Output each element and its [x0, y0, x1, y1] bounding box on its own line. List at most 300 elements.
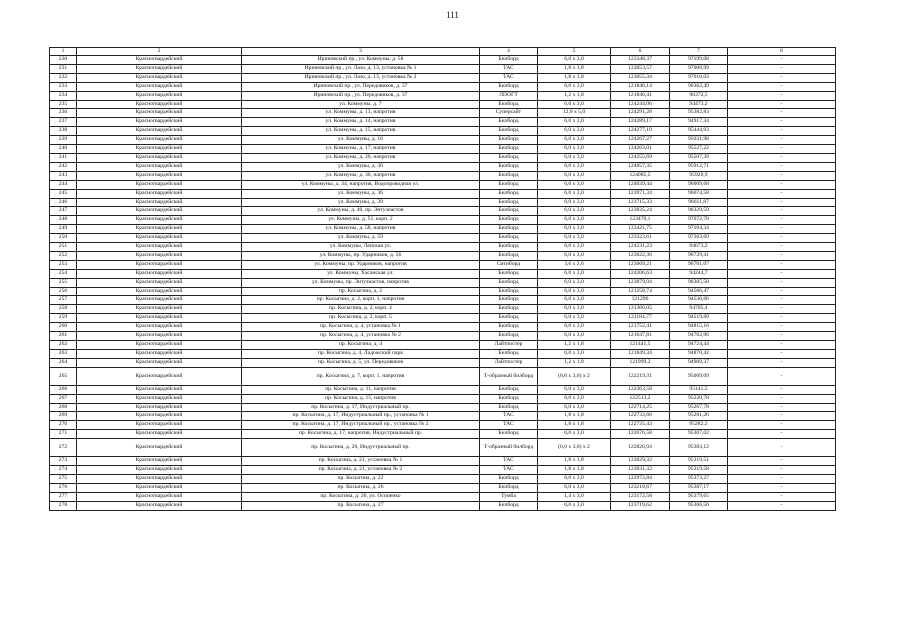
address-cell: ул. Коммуны, д. 17, напротив	[242, 145, 480, 154]
note-cell: -	[728, 492, 836, 501]
district-cell: Красногвардейский	[77, 207, 242, 216]
column-header: 4	[480, 48, 538, 56]
note-cell: -	[728, 207, 836, 216]
coord-y-cell: 95307,02	[670, 430, 728, 439]
size-cell: 6,0 x 3,0	[538, 82, 611, 91]
row-number-cell: 253	[50, 260, 77, 269]
coord-x-cell: 124039,44	[611, 180, 670, 189]
coord-x-cell: 122972,84	[611, 474, 670, 483]
coord-x-cell: 123218,67	[611, 483, 670, 492]
note-cell: -	[728, 385, 836, 394]
coord-y-cell: 96329,59	[670, 207, 728, 216]
note-cell: -	[728, 260, 836, 269]
table-row	[50, 162, 836, 171]
district-cell: Красногвардейский	[77, 341, 242, 350]
coord-x-cell: 121846,14	[611, 82, 670, 91]
coord-y-cell: 95373,27	[670, 474, 728, 483]
note-cell: -	[728, 109, 836, 118]
row-number-cell: 232	[50, 73, 77, 82]
coord-x-cell: 122733,66	[611, 412, 670, 421]
table-row	[50, 216, 836, 225]
coord-x-cell: 121849,34	[611, 349, 670, 358]
coord-y-cell: 97008,99	[670, 64, 728, 73]
address-cell: пр. Косыгина, д. 2, корп. 1, напротив	[242, 296, 480, 305]
district-cell: Красногвардейский	[77, 162, 242, 171]
row-number-cell: 242	[50, 162, 77, 171]
note-cell: -	[728, 162, 836, 171]
note-cell: -	[728, 394, 836, 403]
coord-y-cell: 95366,56	[670, 501, 728, 510]
row-number-cell: 252	[50, 251, 77, 260]
table-row	[50, 251, 836, 260]
size-cell: 6,0 x 3,0	[538, 216, 611, 225]
size-cell: 12,0 x 5,0	[538, 109, 611, 118]
structure-type-cell: Тумба	[480, 492, 538, 501]
note-cell: -	[728, 323, 836, 332]
coord-x-cell: 123031,32	[611, 466, 670, 475]
table-row	[50, 457, 836, 466]
table-row	[50, 91, 836, 100]
coord-x-cell: 121752,41	[611, 323, 670, 332]
structure-type-cell: Суперсайт	[480, 109, 538, 118]
size-cell: 1,8 x 1,8	[538, 412, 611, 421]
coord-x-cell: 123719,62	[611, 501, 670, 510]
coord-y-cell: 94870,42	[670, 349, 728, 358]
district-cell: Красногвардейский	[77, 82, 242, 91]
structure-type-cell: Билборд	[480, 430, 538, 439]
note-cell: -	[728, 251, 836, 260]
coord-x-cell: 122219,31	[611, 367, 670, 385]
coord-y-cell: 95920,9	[670, 171, 728, 180]
size-cell: 6,0 x 3,0	[538, 243, 611, 252]
address-cell: Ириновский пр., ул. Передовиков, д. 37	[242, 82, 480, 91]
row-number-cell: 272	[50, 439, 77, 457]
note-cell: -	[728, 127, 836, 136]
size-cell: 6,0 x 3,0	[538, 483, 611, 492]
address-cell: пр. Косыгина, д. 15, напротив	[242, 394, 480, 403]
size-cell: (6,0 x 3,0) x 2	[538, 439, 611, 457]
table-body	[50, 56, 836, 511]
address-cell: пр. Косыгина, д. 4, Ладожский парк	[242, 349, 480, 358]
coord-x-cell: 123348,37	[611, 56, 670, 65]
table-row	[50, 153, 836, 162]
structure-type-cell: Билборд	[480, 332, 538, 341]
structure-type-cell: Билборд	[480, 474, 538, 483]
structure-type-cell: Билборд	[480, 269, 538, 278]
structure-type-cell: Билборд	[480, 82, 538, 91]
coord-y-cell: 95282,2	[670, 421, 728, 430]
coord-y-cell: 96729,41	[670, 251, 728, 260]
coord-x-cell: 122363,58	[611, 385, 670, 394]
coord-x-cell: 121999,2	[611, 358, 670, 367]
table-row	[50, 198, 836, 207]
note-cell: -	[728, 91, 836, 100]
district-cell: Красногвардейский	[77, 171, 242, 180]
coord-x-cell: 121846,41	[611, 91, 670, 100]
coord-y-cell: 94909,37	[670, 358, 728, 367]
table-row	[50, 314, 836, 323]
structure-type-cell: Билборд	[480, 207, 538, 216]
coord-y-cell: 95267,78	[670, 403, 728, 412]
table-row	[50, 474, 836, 483]
size-cell: (6,0 x 3,0) x 2	[538, 367, 611, 385]
address-cell: пр. Косыгина, д. 17, Индустриальный пр., установка № 2	[242, 421, 480, 430]
row-number-cell: 247	[50, 207, 77, 216]
row-number-cell: 238	[50, 127, 77, 136]
coord-y-cell: 97164,34	[670, 225, 728, 234]
district-cell: Красногвардейский	[77, 501, 242, 510]
address-cell: пр. Косыгина, д. 17, Индустриальный пр., установка № 1	[242, 412, 480, 421]
table-row	[50, 466, 836, 475]
table-row	[50, 189, 836, 198]
row-number-cell: 259	[50, 314, 77, 323]
district-cell: Красногвардейский	[77, 251, 242, 260]
district-cell: Красногвардейский	[77, 64, 242, 73]
coord-y-cell: 95527,22	[670, 145, 728, 154]
row-number-cell: 273	[50, 457, 77, 466]
note-cell: -	[728, 421, 836, 430]
address-cell: ул. Коммуны, д. 39	[242, 198, 480, 207]
table-row	[50, 341, 836, 350]
note-cell: -	[728, 234, 836, 243]
structure-type-cell: Билборд	[480, 314, 538, 323]
district-cell: Красногвардейский	[77, 367, 242, 385]
address-cell: пр. Косыгина, д. 17, напротив, Индустриальный пр.	[242, 430, 480, 439]
size-cell: 6,0 x 3,0	[538, 305, 611, 314]
table-row	[50, 136, 836, 145]
column-header: 6	[611, 48, 670, 56]
structure-type-cell: Лайтпостер	[480, 358, 538, 367]
row-number-cell: 240	[50, 145, 77, 154]
district-cell: Красногвардейский	[77, 492, 242, 501]
coord-y-cell: 95379,65	[670, 492, 728, 501]
coord-y-cell: 96701,07	[670, 260, 728, 269]
address-cell: ул. Коммуны, Ленская ул.	[242, 243, 480, 252]
row-number-cell: 241	[50, 153, 77, 162]
row-number-cell: 277	[50, 492, 77, 501]
structure-type-cell: Билборд	[480, 56, 538, 65]
row-number-cell: 237	[50, 118, 77, 127]
size-cell: 6,0 x 3,0	[538, 501, 611, 510]
note-cell: -	[728, 439, 836, 457]
district-cell: Красногвардейский	[77, 180, 242, 189]
address-cell: Ириновский пр., ул. Коммуны, д. 58	[242, 56, 480, 65]
coord-y-cell: 94917,34	[670, 118, 728, 127]
coord-x-cell: 123669,21	[611, 260, 670, 269]
address-cell: ул. Коммуны, д. 16	[242, 136, 480, 145]
coord-y-cell: 96305,58	[670, 278, 728, 287]
coord-y-cell: 96372,5	[670, 91, 728, 100]
district-cell: Красногвардейский	[77, 412, 242, 421]
district-cell: Красногвардейский	[77, 189, 242, 198]
district-cell: Красногвардейский	[77, 56, 242, 65]
coord-y-cell: 95507,39	[670, 153, 728, 162]
structure-type-cell: Билборд	[480, 189, 538, 198]
table-row	[50, 118, 836, 127]
row-number-cell: 270	[50, 421, 77, 430]
coord-y-cell: 94244,7	[670, 269, 728, 278]
structure-type-cell: Билборд	[480, 251, 538, 260]
note-cell: -	[728, 82, 836, 91]
coord-y-cell: 95141,5	[670, 385, 728, 394]
table-row	[50, 100, 836, 109]
district-cell: Красногвардейский	[77, 385, 242, 394]
address-cell: пр. Косыгина, д. 17, Индустриальный пр.	[242, 403, 480, 412]
structure-type-cell: Билборд	[480, 162, 538, 171]
row-number-cell: 254	[50, 269, 77, 278]
note-cell: -	[728, 145, 836, 154]
district-cell: Красногвардейский	[77, 394, 242, 403]
note-cell: -	[728, 269, 836, 278]
district-cell: Красногвардейский	[77, 403, 242, 412]
coord-x-cell: 123622,36	[611, 251, 670, 260]
row-number-cell: 234	[50, 91, 77, 100]
row-number-cell: 258	[50, 305, 77, 314]
coord-x-cell: 123053,57	[611, 64, 670, 73]
row-number-cell: 256	[50, 287, 77, 296]
row-number-cell: 276	[50, 483, 77, 492]
coord-y-cell: 97072,78	[670, 216, 728, 225]
row-number-cell: 255	[50, 278, 77, 287]
table-row	[50, 430, 836, 439]
coord-x-cell: 124255,69	[611, 153, 670, 162]
district-cell: Красногвардейский	[77, 457, 242, 466]
note-cell: -	[728, 314, 836, 323]
size-cell: 1,8 x 1,8	[538, 73, 611, 82]
structure-type-cell: ЛПОГТ	[480, 91, 538, 100]
coord-y-cell: 96362,49	[670, 82, 728, 91]
coord-x-cell: 123421,75	[611, 225, 670, 234]
table-row	[50, 439, 836, 457]
district-cell: Красногвардейский	[77, 260, 242, 269]
row-number-cell: 264	[50, 358, 77, 367]
district-cell: Красногвардейский	[77, 314, 242, 323]
table-row	[50, 127, 836, 136]
district-cell: Красногвардейский	[77, 305, 242, 314]
row-number-cell: 268	[50, 403, 77, 412]
address-cell: пр. Косыгина, д. 20, Индустриальный пр.	[242, 439, 480, 457]
coord-x-cell: 123470,1	[611, 216, 670, 225]
column-header: 5	[538, 48, 611, 56]
district-cell: Красногвардейский	[77, 216, 242, 225]
row-number-cell: 249	[50, 225, 77, 234]
table-row	[50, 180, 836, 189]
table-row	[50, 287, 836, 296]
row-number-cell: 230	[50, 56, 77, 65]
coord-y-cell: 96009,68	[670, 180, 728, 189]
structure-type-cell: Билборд	[480, 216, 538, 225]
coord-x-cell: 121296	[611, 296, 670, 305]
structure-type-cell: ТАС	[480, 412, 538, 421]
table-row	[50, 412, 836, 421]
note-cell: -	[728, 474, 836, 483]
address-cell: пр. Косыгина, д. 4, установка № 1	[242, 323, 480, 332]
structure-type-cell: Билборд	[480, 296, 538, 305]
coord-x-cell: 123879,04	[611, 278, 670, 287]
row-number-cell: 260	[50, 323, 77, 332]
size-cell: 6,0 x 3,0	[538, 162, 611, 171]
table-row	[50, 501, 836, 510]
district-cell: Красногвардейский	[77, 153, 242, 162]
table-row	[50, 225, 836, 234]
structure-type-cell: Билборд	[480, 394, 538, 403]
size-cell: 6,0 x 3,0	[538, 127, 611, 136]
row-number-cell: 267	[50, 394, 77, 403]
table-row	[50, 421, 836, 430]
district-cell: Красногвардейский	[77, 243, 242, 252]
district-cell: Красногвардейский	[77, 198, 242, 207]
coord-x-cell: 124244,06	[611, 100, 670, 109]
coord-y-cell: 94566,47	[670, 287, 728, 296]
district-cell: Красногвардейский	[77, 118, 242, 127]
district-cell: Красногвардейский	[77, 349, 242, 358]
address-cell: ул. Коммуны, д. 34, напротив, Водопроводная ул.	[242, 180, 480, 189]
address-cell: ул. Коммуны, д. 58, напротив	[242, 225, 480, 234]
coord-y-cell: 94815,16	[670, 323, 728, 332]
address-cell: ул. Коммуны, д. 7	[242, 100, 480, 109]
district-cell: Красногвардейский	[77, 439, 242, 457]
address-cell: ул. Коммуны, д. 59	[242, 234, 480, 243]
note-cell: -	[728, 118, 836, 127]
size-cell: 6,0 x 3,0	[538, 145, 611, 154]
structure-type-cell: ТАС	[480, 73, 538, 82]
table-row	[50, 73, 836, 82]
size-cell: 6,0 x 3,0	[538, 394, 611, 403]
note-cell: -	[728, 287, 836, 296]
table-row	[50, 171, 836, 180]
note-cell: -	[728, 278, 836, 287]
structure-type-cell: Лайтпостер	[480, 341, 538, 350]
note-cell: -	[728, 243, 836, 252]
size-cell: 6,0 x 3,0	[538, 189, 611, 198]
coord-y-cell: 95031,98	[670, 136, 728, 145]
address-cell: пр. Косыгина, д. 21, установка № 1	[242, 457, 480, 466]
table-row	[50, 492, 836, 501]
address-cell: пр. Косыгина, д. 21, установка № 2	[242, 466, 480, 475]
coord-y-cell: 94673,2	[670, 243, 728, 252]
coord-x-cell: 124289,17	[611, 118, 670, 127]
district-cell: Красногвардейский	[77, 145, 242, 154]
size-cell: 6,0 x 3,0	[538, 171, 611, 180]
address-cell: ул. Коммуны, д. 15, напротив	[242, 127, 480, 136]
coord-y-cell: 95383,12	[670, 439, 728, 457]
note-cell: -	[728, 171, 836, 180]
structure-type-cell: ТАС	[480, 64, 538, 73]
address-cell: ул. Коммуны, Хасанская ул.	[242, 269, 480, 278]
table-row	[50, 358, 836, 367]
coord-x-cell: 121184,77	[611, 314, 670, 323]
row-number-cell: 269	[50, 412, 77, 421]
size-cell: 6,0 x 3,0	[538, 287, 611, 296]
address-cell: пр. Косыгина, д. 11, напротив	[242, 385, 480, 394]
page-number: 111	[446, 10, 459, 20]
structure-type-cell: Т-образный билборд	[480, 439, 538, 457]
table-row	[50, 332, 836, 341]
address-cell: ул. Коммуны, д. 14, напротив	[242, 118, 480, 127]
coord-x-cell: 122735,43	[611, 421, 670, 430]
coord-x-cell: 121366,05	[611, 305, 670, 314]
address-cell: ул. Коммуны, д. 13, напротив	[242, 109, 480, 118]
coord-y-cell: 95281,26	[670, 412, 728, 421]
address-cell: пр. Косыгина, д. 26, ул. Осипенко	[242, 492, 480, 501]
district-cell: Красногвардейский	[77, 323, 242, 332]
structure-type-cell: Билборд	[480, 234, 538, 243]
coord-x-cell: 123055,34	[611, 73, 670, 82]
size-cell: 6,0 x 3,0	[538, 278, 611, 287]
district-cell: Красногвардейский	[77, 296, 242, 305]
coord-x-cell: 124263,01	[611, 145, 670, 154]
address-cell: пр. Косыгина, д. 2	[242, 287, 480, 296]
size-cell: 6,0 x 3,0	[538, 430, 611, 439]
coord-y-cell: 94536,66	[670, 296, 728, 305]
coord-y-cell: 95220,78	[670, 394, 728, 403]
size-cell: 6,0 x 3,0	[538, 474, 611, 483]
coord-y-cell: 97199,08	[670, 56, 728, 65]
table-row	[50, 278, 836, 287]
district-cell: Красногвардейский	[77, 474, 242, 483]
size-cell: 1,4 x 3,0	[538, 492, 611, 501]
structure-type-cell: ТАС	[480, 466, 538, 475]
table-row	[50, 82, 836, 91]
table-header-row	[50, 48, 836, 56]
coord-x-cell: 122714,25	[611, 403, 670, 412]
size-cell: 6,0 x 3,0	[538, 225, 611, 234]
note-cell: -	[728, 403, 836, 412]
district-cell: Красногвардейский	[77, 483, 242, 492]
size-cell: 6,0 x 3,0	[538, 323, 611, 332]
table-row	[50, 243, 836, 252]
table-row	[50, 145, 836, 154]
table-row	[50, 349, 836, 358]
address-cell: ул. Коммуны, пр. Ударников, д. 56	[242, 251, 480, 260]
row-number-cell: 251	[50, 243, 77, 252]
structure-type-cell: Билборд	[480, 243, 538, 252]
structure-type-cell: Т-образный билборд	[480, 367, 538, 385]
size-cell: 1,8 x 1,8	[538, 64, 611, 73]
note-cell: -	[728, 457, 836, 466]
row-number-cell: 257	[50, 296, 77, 305]
district-cell: Красногвардейский	[77, 358, 242, 367]
size-cell: 6,0 x 3,0	[538, 234, 611, 243]
district-cell: Красногвардейский	[77, 287, 242, 296]
row-number-cell: 278	[50, 501, 77, 510]
table-row	[50, 394, 836, 403]
coord-x-cell: 124267,27	[611, 136, 670, 145]
note-cell: -	[728, 180, 836, 189]
structure-type-cell: Билборд	[480, 385, 538, 394]
note-cell: -	[728, 56, 836, 65]
district-cell: Красногвардейский	[77, 466, 242, 475]
structure-type-cell: Билборд	[480, 483, 538, 492]
column-header: 2	[77, 48, 242, 56]
coord-y-cell: 96611,87	[670, 198, 728, 207]
coord-x-cell: 121647,81	[611, 332, 670, 341]
structure-type-cell: Билборд	[480, 127, 538, 136]
row-number-cell: 266	[50, 385, 77, 394]
structure-type-cell: Билборд	[480, 225, 538, 234]
coord-y-cell: 94519,89	[670, 314, 728, 323]
column-header: 1	[50, 48, 77, 56]
row-number-cell: 263	[50, 349, 77, 358]
row-number-cell: 246	[50, 198, 77, 207]
note-cell: -	[728, 100, 836, 109]
note-cell: -	[728, 296, 836, 305]
note-cell: -	[728, 367, 836, 385]
address-cell: ул. Коммуны, д. 51, корп. 2	[242, 216, 480, 225]
size-cell: 1,2 x 1,8	[538, 358, 611, 367]
row-number-cell: 261	[50, 332, 77, 341]
address-cell: пр. Косыгина, д. 7, корп. 1, напротив	[242, 367, 480, 385]
